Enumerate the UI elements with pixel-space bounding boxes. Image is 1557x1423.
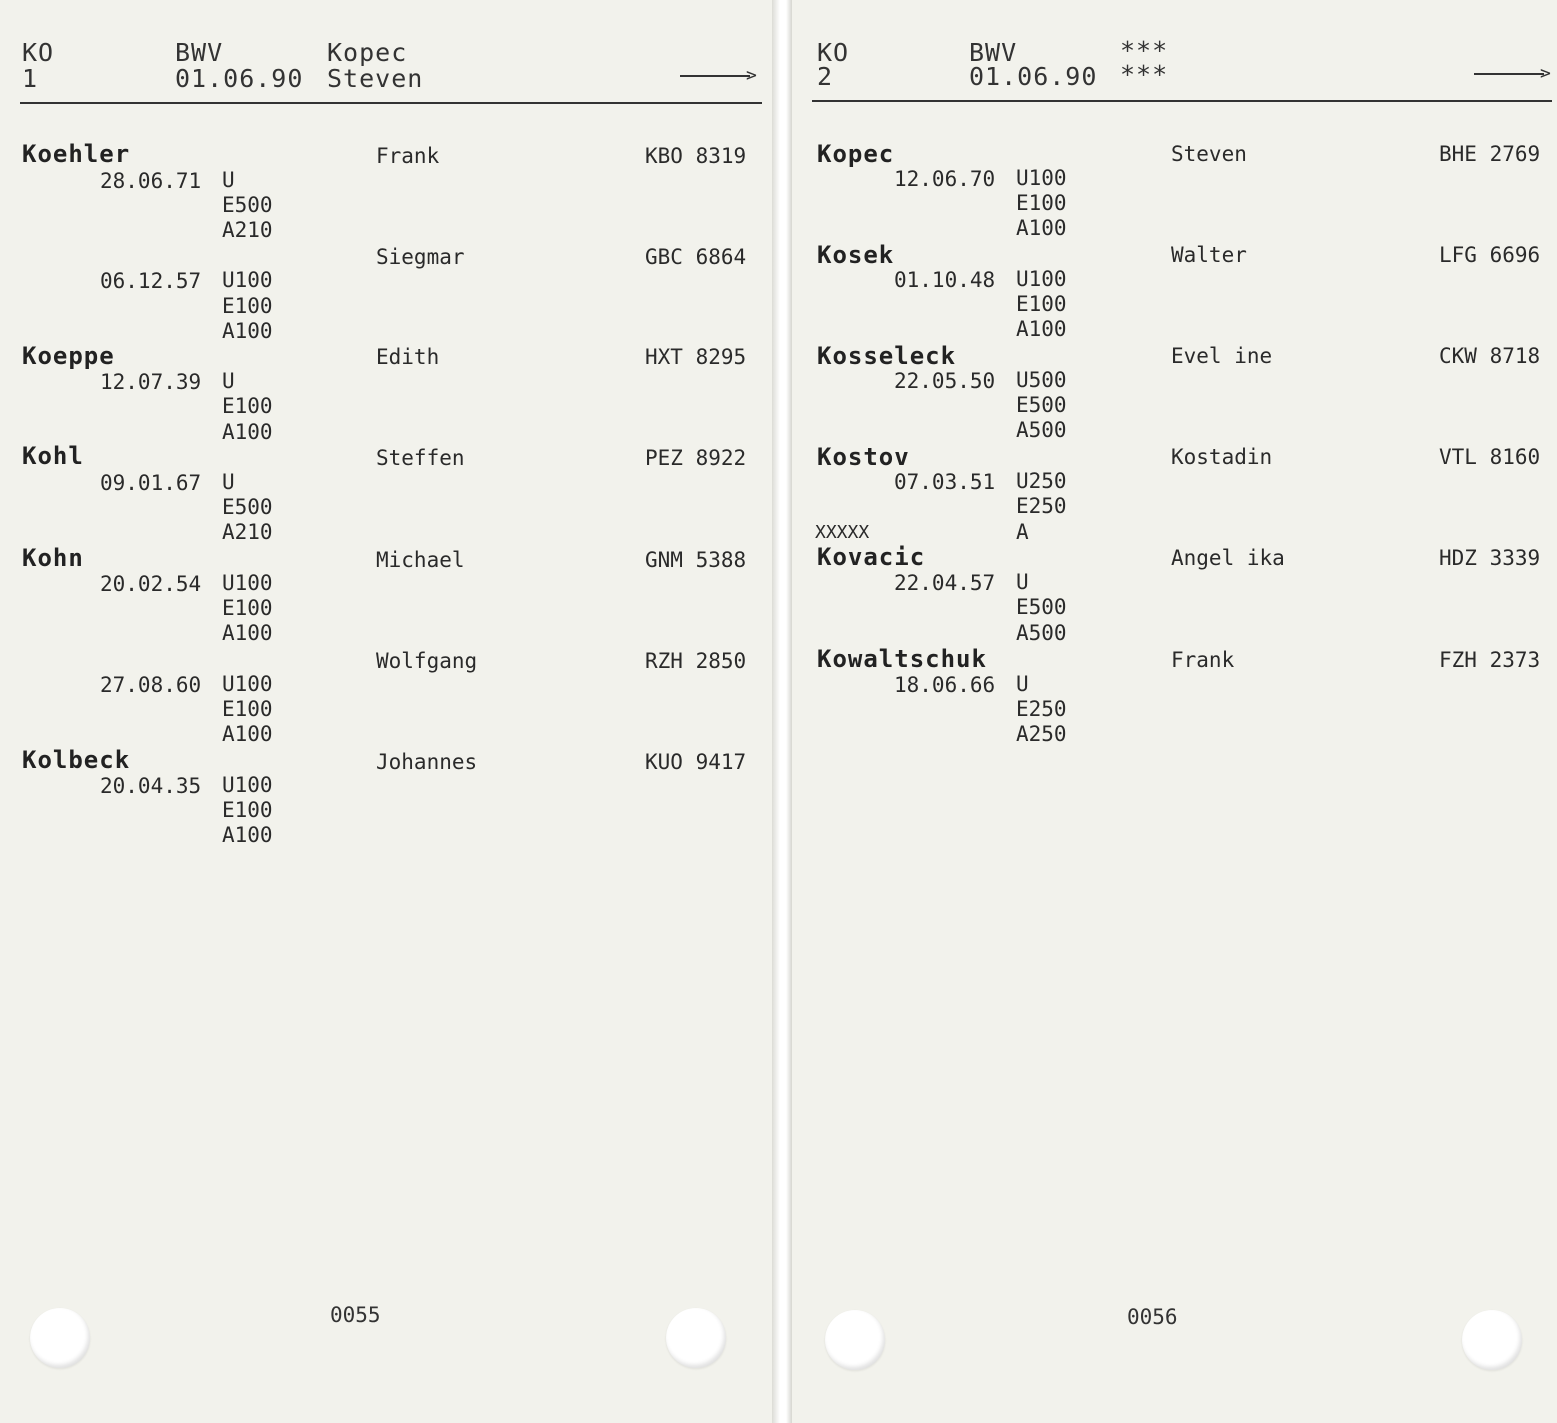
entry-surname: Kowaltschuk	[817, 645, 987, 673]
page-right	[792, 0, 1557, 1423]
entry-u: U100	[222, 268, 273, 292]
entry-a: A250	[1016, 722, 1067, 746]
entry-firstname: Siegmar	[376, 245, 465, 269]
entry-code: HDZ 3339	[1439, 546, 1541, 570]
entry-a: A100	[222, 420, 273, 444]
entry-u: U	[222, 369, 235, 393]
entry-firstname: Michael	[376, 548, 465, 572]
entry-firstname: Walter	[1171, 243, 1247, 267]
entry-firstname: Steffen	[376, 446, 465, 470]
entry-dob: 22.05.50	[894, 369, 996, 393]
entry-dob: 20.02.54	[100, 572, 202, 596]
entry-u: U	[1016, 570, 1029, 594]
entry-surname: Koehler	[22, 140, 131, 168]
entry-u: U100	[222, 672, 273, 696]
entry-dob: 12.07.39	[100, 370, 202, 394]
header-surname: ***	[1120, 36, 1169, 65]
punch-hole	[1462, 1310, 1522, 1370]
entry-e: E500	[222, 495, 273, 519]
header-number: 1	[22, 64, 39, 93]
entry-a: A100	[1016, 216, 1067, 240]
entry-e: E100	[1016, 191, 1067, 215]
entry-code: HXT 8295	[645, 345, 747, 369]
entry-dob: 01.10.48	[894, 268, 996, 292]
entry-surname: Kostov	[817, 443, 910, 471]
header-number: 2	[817, 62, 834, 91]
entry-e: E100	[1016, 292, 1067, 316]
entry-dob: 12.06.70	[894, 167, 996, 191]
entry-e: E100	[222, 798, 273, 822]
entry-surname: Kosseleck	[817, 342, 957, 370]
punch-hole	[30, 1308, 90, 1368]
entry-code: BHE 2769	[1439, 142, 1541, 166]
punch-hole	[825, 1310, 885, 1370]
entry-u: U	[222, 470, 235, 494]
entry-surname: Kolbeck	[22, 746, 131, 774]
entry-firstname: Angel ika	[1171, 546, 1285, 570]
header-rule	[812, 100, 1552, 102]
entry-u: U	[222, 168, 235, 192]
entry-firstname: Evel ine	[1171, 344, 1273, 368]
entry-e: E500	[222, 193, 273, 217]
entry-surname: Kosek	[817, 241, 895, 269]
entry-u: U100	[1016, 267, 1067, 291]
page-number: 0056	[1127, 1305, 1178, 1329]
entry-e: E100	[222, 394, 273, 418]
entry-dob: 09.01.67	[100, 471, 202, 495]
entry-firstname: Wolfgang	[376, 649, 478, 673]
binder-gutter	[772, 0, 792, 1423]
entry-a: A210	[222, 218, 273, 242]
entry-u: U100	[222, 571, 273, 595]
entry-e: E100	[222, 596, 273, 620]
header-date: 01.06.90	[175, 64, 304, 93]
entry-code: VTL 8160	[1439, 445, 1541, 469]
next-arrow-icon: >	[1474, 64, 1554, 84]
entry-dob: 28.06.71	[100, 169, 202, 193]
header-firstname: Steven	[327, 64, 424, 93]
entry-code: GNM 5388	[645, 548, 747, 572]
entry-dob: 22.04.57	[894, 571, 996, 595]
entry-firstname: Frank	[1171, 648, 1235, 672]
entry-dob: 27.08.60	[100, 673, 202, 697]
entry-e: E500	[1016, 393, 1067, 417]
entry-code: FZH 2373	[1439, 648, 1541, 672]
entry-code: CKW 8718	[1439, 344, 1541, 368]
header-surname: Kopec	[327, 38, 408, 67]
entry-dob: 06.12.57	[100, 269, 202, 293]
entry-firstname: Frank	[376, 144, 440, 168]
entry-e: E250	[1016, 697, 1067, 721]
page-left	[0, 0, 772, 1423]
entry-a: A100	[222, 319, 273, 343]
entry-dob: 07.03.51	[894, 470, 996, 494]
entry-e: E250	[1016, 494, 1067, 518]
header-date: 01.06.90	[969, 62, 1098, 91]
header-firstname: ***	[1120, 60, 1169, 89]
entry-code: GBC 6864	[645, 245, 747, 269]
entry-firstname: Edith	[376, 345, 440, 369]
entry-u: U500	[1016, 368, 1067, 392]
page-number: 0055	[330, 1303, 381, 1327]
entry-dob: 18.06.66	[894, 673, 996, 697]
entry-code: RZH 2850	[645, 649, 747, 673]
entry-e: E500	[1016, 595, 1067, 619]
header-code: KO	[22, 38, 55, 67]
punch-hole	[666, 1308, 726, 1368]
entry-dob: 20.04.35	[100, 774, 202, 798]
header-rule	[20, 102, 762, 104]
entry-a: A100	[222, 722, 273, 746]
entry-code: KBO 8319	[645, 144, 747, 168]
entry-surname: Kovacic	[817, 543, 926, 571]
entry-firstname: Johannes	[376, 750, 478, 774]
entry-surname: Kopec	[817, 140, 895, 168]
header-office: BWV	[175, 38, 224, 67]
entry-a: A	[1016, 520, 1029, 544]
entry-code: LFG 6696	[1439, 243, 1541, 267]
next-arrow-icon: >	[680, 66, 760, 86]
entry-a: A500	[1016, 418, 1067, 442]
entry-u: U100	[1016, 166, 1067, 190]
header-code: KO	[817, 38, 850, 67]
entry-u: U250	[1016, 469, 1067, 493]
entry-surname: Kohl	[22, 442, 84, 470]
entry-u: U100	[222, 773, 273, 797]
entry-surname: Koeppe	[22, 342, 115, 370]
entry-code: KUO 9417	[645, 750, 747, 774]
entry-firstname: Kostadin	[1171, 445, 1273, 469]
entry-code: PEZ 8922	[645, 446, 747, 470]
entry-a: A210	[222, 520, 273, 544]
entry-e: E100	[222, 294, 273, 318]
strikeout-mark: XXXXX	[815, 522, 870, 543]
entry-firstname: Steven	[1171, 142, 1247, 166]
entry-a: A100	[1016, 317, 1067, 341]
entry-a: A100	[222, 621, 273, 645]
entry-a: A100	[222, 823, 273, 847]
entry-u: U	[1016, 672, 1029, 696]
entry-surname: Kohn	[22, 544, 84, 572]
entry-a: A500	[1016, 621, 1067, 645]
header-office: BWV	[969, 38, 1018, 67]
entry-e: E100	[222, 697, 273, 721]
